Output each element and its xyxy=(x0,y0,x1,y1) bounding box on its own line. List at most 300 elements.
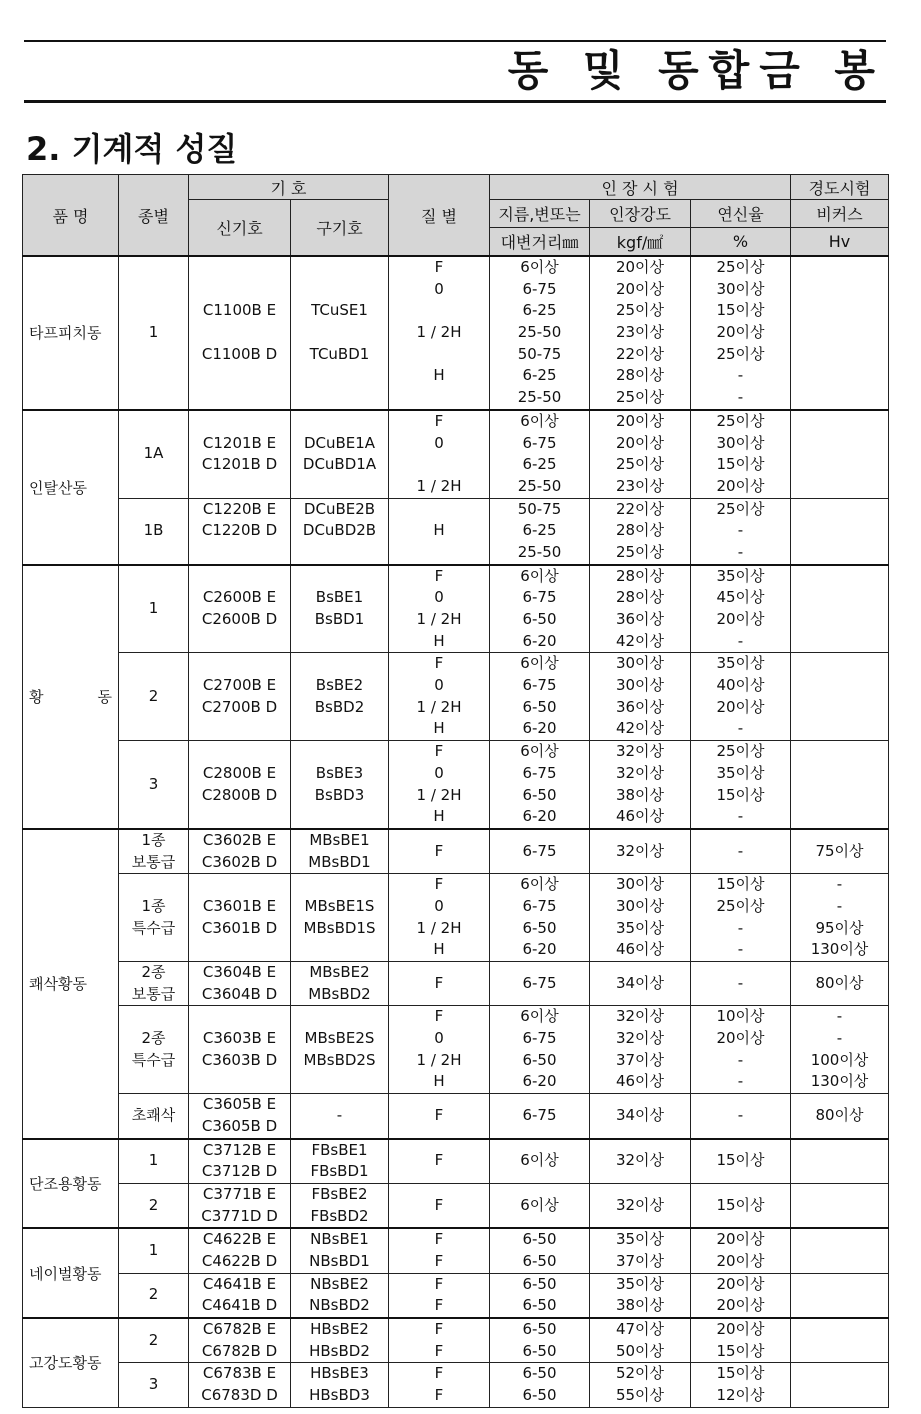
cell-line: 6-50 xyxy=(522,1274,557,1293)
cell-line: H xyxy=(433,521,445,540)
table-row xyxy=(23,1139,889,1184)
temper-cell xyxy=(389,1139,490,1184)
cell-line: C1201B E xyxy=(202,433,277,452)
table-row xyxy=(23,256,889,410)
cell-line: 6이상 xyxy=(520,411,559,430)
cell-line: 80이상 xyxy=(815,973,864,992)
cell-line: H xyxy=(433,631,445,650)
cell-line: 32이상 xyxy=(615,1195,665,1214)
cell-line: 25이상 xyxy=(615,388,665,407)
cell-line: MBsBE1 xyxy=(309,830,370,849)
cell-line xyxy=(291,411,388,433)
cell-line: BsBE3 xyxy=(315,763,364,782)
cell-line: 100이상 xyxy=(810,1050,869,1069)
cell-line: 30이상 xyxy=(716,279,765,298)
cell-line: 25이상 xyxy=(615,455,665,474)
cell-line xyxy=(291,653,388,675)
cell-line: NBsBE1 xyxy=(310,1230,369,1249)
cell-line: - xyxy=(737,841,744,860)
cell-line: 20이상 xyxy=(716,610,765,628)
symbol-old-cell xyxy=(291,256,389,410)
cell-line: 2종 xyxy=(141,1029,166,1048)
product-name: 네이벌황동 xyxy=(29,1264,102,1283)
cell-line: F xyxy=(434,841,444,860)
cell-line: 1종 xyxy=(141,830,166,849)
cell-line: 6-20 xyxy=(522,807,557,826)
symbol-old-cell xyxy=(291,1228,389,1273)
cell-line: C3602B D xyxy=(201,852,278,871)
cell-line: F xyxy=(434,1007,444,1026)
cell-line: 6이상 xyxy=(520,1151,559,1170)
strength-cell xyxy=(590,653,691,741)
cell-line xyxy=(291,476,388,498)
cell-line: 6-75 xyxy=(522,588,557,607)
cell-line: 28이상 xyxy=(615,566,665,585)
cell-line: MBsBE2S xyxy=(304,1029,375,1048)
cell-line: 6이상 xyxy=(520,258,559,276)
vickers-cell xyxy=(791,1094,889,1139)
dimension-cell xyxy=(490,1183,590,1228)
dimension-cell xyxy=(490,256,590,410)
strength-cell xyxy=(590,1318,691,1363)
type-cell xyxy=(119,653,189,741)
vickers-cell xyxy=(791,1006,889,1094)
cell-line xyxy=(389,499,489,521)
product-name-cell xyxy=(23,1139,119,1229)
cell-line: 6-20 xyxy=(522,631,557,650)
cell-line xyxy=(291,874,388,896)
cell-line xyxy=(189,939,290,961)
cell-line: 20이상 xyxy=(716,697,765,716)
dimension-cell xyxy=(490,653,590,741)
product-name: 황 동 xyxy=(29,688,112,707)
cell-line: NBsBD1 xyxy=(309,1251,370,1270)
header-strength-unit: kgf/㎟ xyxy=(590,228,691,257)
temper-cell xyxy=(389,829,490,874)
symbol-new-cell xyxy=(189,410,291,498)
cell-line: FBsBD1 xyxy=(310,1162,369,1181)
cell-line: 6-75 xyxy=(522,433,557,452)
table-row xyxy=(23,1318,889,1363)
cell-line: HBsBD2 xyxy=(309,1341,370,1360)
cell-line xyxy=(291,365,388,387)
vickers-cell xyxy=(791,1363,889,1407)
symbol-old-cell xyxy=(291,1139,389,1184)
cell-line: 25이상 xyxy=(716,896,765,915)
cell-line xyxy=(291,257,388,279)
cell-line: 20이상 xyxy=(716,1296,765,1315)
cell-line xyxy=(119,465,188,487)
cell-line: 32이상 xyxy=(615,1151,665,1170)
cell-line: 0 xyxy=(434,433,444,452)
symbol-new-cell xyxy=(189,1139,291,1184)
cell-line: 6-20 xyxy=(522,719,557,738)
header-type: 종별 xyxy=(119,175,189,257)
cell-line: 20이상 xyxy=(615,258,665,276)
cell-line: 95이상 xyxy=(815,918,864,937)
vickers-cell xyxy=(791,1273,889,1318)
cell-line: 23이상 xyxy=(615,476,665,495)
cell-line: MBsBD2S xyxy=(303,1050,376,1069)
cell-line: 15이상 xyxy=(716,455,765,474)
product-name: 인탈산동 xyxy=(29,478,87,497)
symbol-new-cell xyxy=(189,498,291,565)
table-header xyxy=(23,175,889,257)
cell-line: F xyxy=(434,1230,444,1249)
cell-line: NBsBD2 xyxy=(309,1296,370,1315)
cell-line: - xyxy=(836,875,843,894)
cell-line: F xyxy=(434,875,444,894)
cell-line: F xyxy=(434,1105,444,1124)
cell-line: 6이상 xyxy=(520,742,559,761)
cell-line: - xyxy=(737,1105,744,1124)
cell-line: 55이상 xyxy=(615,1386,665,1405)
cell-line: MBsBD1 xyxy=(308,852,371,871)
cell-line xyxy=(119,708,188,730)
temper-cell xyxy=(389,1228,490,1273)
cell-line: 1 xyxy=(148,1241,159,1260)
elongation-cell xyxy=(691,1363,791,1407)
cell-line xyxy=(119,499,188,521)
type-cell xyxy=(119,1273,189,1318)
product-name-cell xyxy=(23,1318,119,1407)
header-dimension-unit: 대변거리㎜ xyxy=(490,228,590,257)
cell-line: DCuBE1A xyxy=(303,433,376,452)
cell-line: C2700B E xyxy=(202,676,277,695)
cell-line: 6이상 xyxy=(520,875,559,894)
cell-line: 1 / 2H xyxy=(416,785,462,804)
header-elongation-unit: % xyxy=(691,228,791,257)
cell-line xyxy=(291,718,388,740)
cell-line: 6-25 xyxy=(522,301,557,320)
cell-line: 36이상 xyxy=(615,697,665,716)
cell-line: 25이상 xyxy=(716,258,765,276)
cell-line xyxy=(189,653,290,675)
cell-line: 28이상 xyxy=(615,521,665,540)
temper-cell xyxy=(389,1183,490,1228)
cell-line: 2 xyxy=(148,1330,159,1349)
header-rule-top xyxy=(24,40,886,42)
cell-line: 23이상 xyxy=(615,323,665,342)
cell-line: 2 xyxy=(148,1195,159,1214)
cell-line: 35이상 xyxy=(615,918,665,937)
temper-cell xyxy=(389,1094,490,1139)
symbol-new-cell xyxy=(189,565,291,653)
cell-line: 15이상 xyxy=(716,1364,765,1383)
symbol-new-cell xyxy=(189,1228,291,1273)
cell-line: 50-75 xyxy=(517,499,562,518)
cell-line: 34이상 xyxy=(615,1105,665,1124)
cell-line: C4622B E xyxy=(202,1230,277,1249)
temper-cell xyxy=(389,1006,490,1094)
cell-line: 6-50 xyxy=(522,1230,557,1249)
elongation-cell xyxy=(691,1139,791,1184)
table-row xyxy=(23,1094,889,1139)
cell-line: - xyxy=(737,940,744,959)
symbol-new-cell xyxy=(189,1183,291,1228)
symbol-new-cell xyxy=(189,1094,291,1139)
cell-line: 130이상 xyxy=(810,940,869,959)
cell-line: 6-75 xyxy=(522,1029,557,1048)
symbol-old-cell xyxy=(291,1094,389,1139)
temper-cell xyxy=(389,1363,490,1407)
dimension-cell xyxy=(490,1094,590,1139)
cell-line: BsBD1 xyxy=(314,610,365,628)
symbol-old-cell xyxy=(291,565,389,653)
cell-line: C3604B E xyxy=(202,963,277,981)
cell-line xyxy=(189,741,290,763)
cell-line: F xyxy=(434,1195,444,1214)
cell-line: - xyxy=(737,719,744,738)
cell-line: NBsBE2 xyxy=(310,1274,369,1293)
cell-line xyxy=(189,806,290,828)
cell-line: 20이상 xyxy=(716,1320,765,1338)
cell-line: 6-50 xyxy=(522,610,557,628)
cell-line xyxy=(291,741,388,763)
cell-line: 15이상 xyxy=(716,1341,765,1360)
cell-line: TCuBD1 xyxy=(309,344,370,363)
cell-line xyxy=(189,1006,290,1028)
vickers-cell xyxy=(791,256,889,410)
cell-line: C3712B E xyxy=(202,1140,277,1159)
strength-cell xyxy=(590,410,691,498)
cell-line: 6이상 xyxy=(520,566,559,585)
cell-line: 6이상 xyxy=(520,1007,559,1026)
table-row xyxy=(23,741,889,829)
strength-cell xyxy=(590,565,691,653)
header-symbol: 기 호 xyxy=(189,175,389,200)
cell-line: 37이상 xyxy=(615,1050,665,1069)
table-row xyxy=(23,829,889,874)
cell-line: 30이상 xyxy=(716,433,765,452)
cell-line: 1 / 2H xyxy=(416,918,462,937)
product-name: 고강도황동 xyxy=(29,1354,102,1373)
cell-line xyxy=(291,322,388,344)
cell-line xyxy=(189,279,290,301)
vickers-cell xyxy=(791,1228,889,1273)
symbol-new-cell xyxy=(189,874,291,962)
cell-line: BsBD3 xyxy=(314,785,365,804)
cell-line: F xyxy=(434,1251,444,1270)
strength-cell xyxy=(590,1094,691,1139)
cell-line: 30이상 xyxy=(615,654,665,673)
elongation-cell xyxy=(691,1006,791,1094)
cell-line xyxy=(389,387,489,409)
cell-line: 46이상 xyxy=(615,807,665,826)
cell-line: 35이상 xyxy=(716,763,765,782)
strength-cell xyxy=(590,1363,691,1407)
cell-line: 6-20 xyxy=(522,1072,557,1091)
elongation-cell xyxy=(691,498,791,565)
type-cell xyxy=(119,410,189,498)
cell-line: MBsBE2 xyxy=(309,963,370,981)
cell-line: C3603B D xyxy=(201,1050,278,1069)
cell-line: 36이상 xyxy=(615,610,665,628)
vickers-cell xyxy=(791,1139,889,1184)
cell-line: 28이상 xyxy=(615,588,665,607)
cell-line: - xyxy=(336,1105,343,1124)
vickers-cell xyxy=(791,874,889,962)
temper-cell xyxy=(389,410,490,498)
type-cell xyxy=(119,829,189,874)
strength-cell xyxy=(590,256,691,410)
cell-line: F xyxy=(434,411,444,430)
cell-line: 1 / 2H xyxy=(416,1050,462,1069)
cell-line: HBsBE2 xyxy=(310,1320,369,1338)
cell-line: 15이상 xyxy=(716,785,765,804)
cell-line: 6-75 xyxy=(522,279,557,298)
elongation-cell xyxy=(691,962,791,1006)
cell-line: H xyxy=(433,807,445,826)
header-symbol-new: 신기호 xyxy=(189,200,291,257)
symbol-old-cell xyxy=(291,1363,389,1407)
cell-line: C3771D D xyxy=(201,1206,278,1225)
cell-line xyxy=(189,566,290,588)
table-row xyxy=(23,1183,889,1228)
mechanical-properties-table xyxy=(22,174,889,1408)
symbol-new-cell xyxy=(189,741,291,829)
cell-line: 0 xyxy=(434,588,444,607)
cell-line: C6782B D xyxy=(201,1341,278,1360)
cell-line xyxy=(189,476,290,498)
cell-line: - xyxy=(737,542,744,561)
cell-line: F xyxy=(434,1320,444,1338)
cell-line: 20이상 xyxy=(716,323,765,342)
cell-line: 6-75 xyxy=(522,763,557,782)
cell-line: C6782B E xyxy=(202,1320,277,1338)
header-product: 품 명 xyxy=(23,175,119,257)
cell-line: - xyxy=(737,521,744,540)
elongation-cell xyxy=(691,1183,791,1228)
cell-line: 50이상 xyxy=(615,1341,665,1360)
cell-line: 6-25 xyxy=(522,455,557,474)
type-cell xyxy=(119,962,189,1006)
cell-line xyxy=(189,387,290,409)
symbol-new-cell xyxy=(189,1363,291,1407)
cell-line xyxy=(291,1006,388,1028)
cell-line: - xyxy=(737,388,744,407)
cell-line: TCuSE1 xyxy=(311,301,368,320)
cell-line: 22이상 xyxy=(615,499,665,518)
type-cell xyxy=(119,874,189,962)
symbol-old-cell xyxy=(291,874,389,962)
symbol-old-cell xyxy=(291,741,389,829)
cell-line: 6-20 xyxy=(522,940,557,959)
cell-line: 6-50 xyxy=(522,1050,557,1069)
cell-line: 6-75 xyxy=(522,676,557,695)
cell-line: 6-50 xyxy=(522,785,557,804)
temper-cell xyxy=(389,256,490,410)
cell-line: 6-75 xyxy=(522,896,557,915)
cell-line: 32이상 xyxy=(615,763,665,782)
cell-line: 보통급 xyxy=(131,984,176,1003)
vickers-cell xyxy=(791,962,889,1006)
header-rule-bottom xyxy=(24,100,886,103)
cell-line: 52이상 xyxy=(615,1364,665,1383)
table-row xyxy=(23,1006,889,1094)
type-cell xyxy=(119,256,189,410)
cell-line: C3604B D xyxy=(201,984,278,1003)
product-name-cell xyxy=(23,829,119,1139)
cell-line: H xyxy=(433,940,445,959)
cell-line: 20이상 xyxy=(716,1251,765,1270)
cell-line: C1220B E xyxy=(202,499,277,518)
cell-line: C2800B D xyxy=(201,785,278,804)
type-cell xyxy=(119,1363,189,1407)
elongation-cell xyxy=(691,1094,791,1139)
cell-line xyxy=(389,454,489,476)
cell-line: 25이상 xyxy=(615,542,665,561)
cell-line xyxy=(189,257,290,279)
dimension-cell xyxy=(490,741,590,829)
cell-line xyxy=(291,806,388,828)
cell-line: 6-50 xyxy=(522,1386,557,1405)
cell-line: F xyxy=(434,973,444,992)
cell-line: C3605B E xyxy=(202,1095,277,1114)
table-row xyxy=(23,962,889,1006)
dimension-cell xyxy=(490,829,590,874)
header-vickers: 비커스 xyxy=(791,200,889,228)
cell-line: 37이상 xyxy=(615,1251,665,1270)
cell-line: 38이상 xyxy=(615,1296,665,1315)
cell-line: 25-50 xyxy=(517,476,562,495)
cell-line xyxy=(189,365,290,387)
strength-cell xyxy=(590,1183,691,1228)
symbol-old-cell xyxy=(291,1183,389,1228)
header-dimension: 지름,변또는 xyxy=(490,200,590,228)
cell-line: 20이상 xyxy=(716,1029,765,1048)
symbol-new-cell xyxy=(189,829,291,874)
type-cell xyxy=(119,1318,189,1363)
dimension-cell xyxy=(490,410,590,498)
cell-line: 6-75 xyxy=(522,1105,557,1124)
cell-line: C1201B D xyxy=(201,455,278,474)
cell-line: C3603B E xyxy=(202,1029,277,1048)
cell-line: C2700B D xyxy=(201,697,278,716)
cell-line: 6이상 xyxy=(520,654,559,673)
cell-line: 1 xyxy=(148,323,159,342)
symbol-new-cell xyxy=(189,1006,291,1094)
dimension-cell xyxy=(490,1228,590,1273)
elongation-cell xyxy=(691,410,791,498)
cell-line: 35이상 xyxy=(716,654,765,673)
cell-line: C3601B D xyxy=(201,918,278,937)
vickers-cell xyxy=(791,565,889,653)
cell-line: C3602B E xyxy=(202,830,277,849)
dimension-cell xyxy=(490,1139,590,1184)
cell-line: 6-50 xyxy=(522,1364,557,1383)
symbol-old-cell xyxy=(291,498,389,565)
table-row xyxy=(23,1363,889,1407)
cell-line xyxy=(119,422,188,444)
cell-line: 6-50 xyxy=(522,697,557,716)
cell-line: C1100B D xyxy=(201,344,278,363)
temper-cell xyxy=(389,498,490,565)
cell-line: F xyxy=(434,1386,444,1405)
table-row xyxy=(23,565,889,653)
temper-cell xyxy=(389,1273,490,1318)
cell-line: 0 xyxy=(434,676,444,695)
cell-line: 30이상 xyxy=(615,875,665,894)
strength-cell xyxy=(590,1006,691,1094)
cell-line: 32이상 xyxy=(615,742,665,761)
cell-line: MBsBD2 xyxy=(308,984,371,1003)
table-row xyxy=(23,1273,889,1318)
product-name-cell xyxy=(23,565,119,829)
cell-line xyxy=(119,664,188,686)
table-body xyxy=(23,256,889,1407)
elongation-cell xyxy=(691,1273,791,1318)
